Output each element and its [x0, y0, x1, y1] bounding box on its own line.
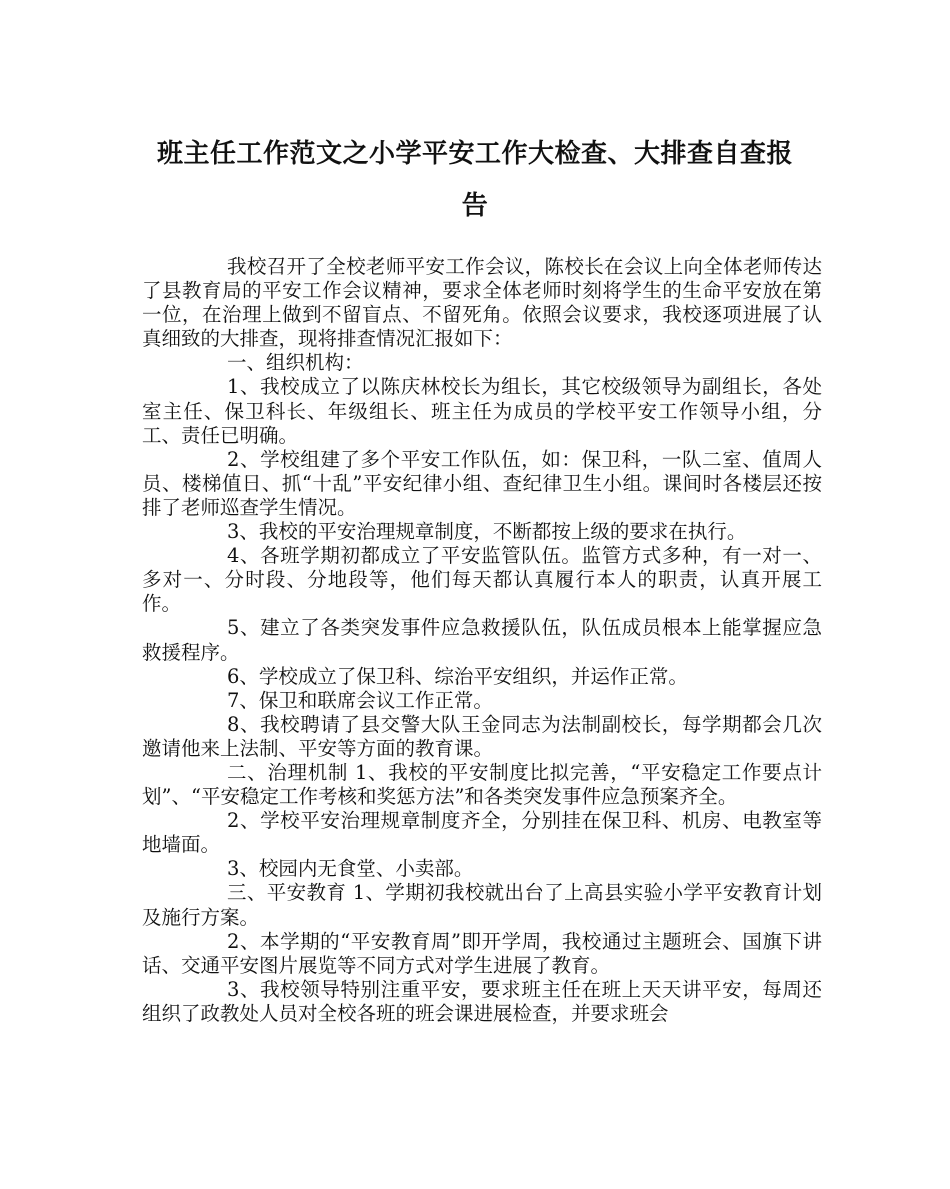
paragraph: 4、各班学期初都成立了平安监管队伍。监管方式多种，有一对一、多对一、分时段、分地段等，他们每天都认真履行本人的职责，认真开展工作。 — [142, 544, 822, 616]
title-line-2: 告 — [461, 191, 489, 221]
document-body — [142, 255, 822, 1026]
paragraph: 2、学校平安治理规章制度齐全，分别挂在保卫科、机房、电教室等地墙面。 — [142, 809, 822, 857]
paragraph: 8、我校聘请了县交警大队王金同志为法制副校长，每学期都会几次邀请他来上法制、平安等方面的教育课。 — [142, 712, 822, 760]
paragraph: 6、学校成立了保卫科、综治平安组织，并运作正常。 — [227, 664, 688, 688]
paragraph: 7、保卫和联席会议工作正常。 — [227, 688, 493, 712]
paragraph: 5、建立了各类突发事件应急救援队伍，队伍成员根本上能掌握应急救援程序。 — [142, 616, 822, 664]
paragraph: 3、我校领导特别注重平安，要求班主任在班上天天讲平安，每周还组织了政教处人员对全校各班的班会课进展检查，并要求班会 — [142, 977, 822, 1025]
paragraph: 3、我校的平安治理规章制度，不断都按上级的要求在执行。 — [227, 520, 747, 544]
paragraph: 我校召开了全校老师平安工作会议，陈校长在会议上向全体老师传达了县教育局的平安工作会议精神，要求全体老师时刻将学生的生命平安放在第一位，在治理上做到不留盲点、不留死角。依照会议要求，我校逐项进展了认真细致的大排查，现将排查情况汇报如下： — [142, 255, 822, 351]
title-line-1: 班主任工作范文之小学平安工作大检查、大排查自查报 — [156, 139, 793, 169]
paragraph: 二、治理机制 1、我校的平安制度比拟完善，“平安稳定工作要点计划”、“平安稳定工作考核和奖惩方法”和各类突发事件应急预案齐全。 — [142, 760, 822, 809]
paragraph: 2、学校组建了多个平安工作队伍，如：保卫科，一队二室、值周人员、楼梯值日、抓“十乱”平安纪律小组、查纪律卫生小组。课间时各楼层还按排了老师巡查学生情况。 — [142, 447, 822, 519]
paragraph: 1、我校成立了以陈庆林校长为组长，其它校级领导为副组长，各处室主任、保卫科长、年级组长、班主任为成员的学校平安工作领导小组，分工、责任已明确。 — [142, 375, 822, 447]
paragraph: 三、平安教育 1、学期初我校就出台了上高县实验小学平安教育计划及施行方案。 — [142, 881, 822, 929]
paragraph: 2、本学期的“平安教育周”即开学周，我校通过主题班会、国旗下讲话、交通平安图片展览等不同方式对学生进展了教育。 — [142, 929, 822, 977]
paragraph: 一、组织机构： — [227, 351, 364, 375]
document-title — [120, 128, 830, 232]
paragraph: 3、校园内无食堂、小卖部。 — [227, 857, 474, 881]
